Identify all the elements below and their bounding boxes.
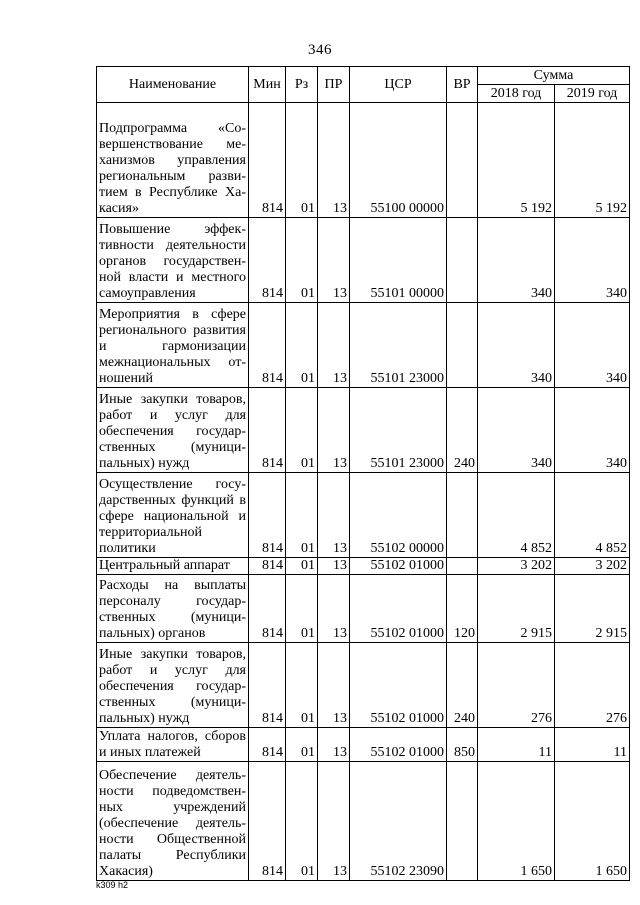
- header-year-2019: 2019 год: [555, 85, 630, 103]
- row-rz: 01: [286, 558, 318, 575]
- row-vr: [447, 558, 478, 575]
- row-pr: 13: [318, 473, 350, 558]
- row-min: 814: [249, 762, 286, 881]
- row-sum-2019: 11: [555, 728, 630, 762]
- row-csr: 55102 01000: [350, 575, 447, 643]
- row-vr: 850: [447, 728, 478, 762]
- header-rz: Рз: [286, 67, 318, 103]
- header-vr: ВР: [447, 67, 478, 103]
- row-sum-2018: 11: [478, 728, 555, 762]
- row-pr: 13: [318, 303, 350, 388]
- row-name: Расходы на выплаты персоналу государственных (муниципальных) органов: [97, 575, 249, 643]
- row-sum-2018: 340: [478, 388, 555, 473]
- row-sum-2018: 4 852: [478, 473, 555, 558]
- row-sum-2019: 340: [555, 388, 630, 473]
- row-csr: 55102 01000: [350, 643, 447, 728]
- row-sum-2019: 1 650: [555, 762, 630, 881]
- row-rz: 01: [286, 303, 318, 388]
- row-pr: 13: [318, 728, 350, 762]
- row-pr: 13: [318, 218, 350, 303]
- row-name: Иные закупки товаров, работ и услуг для обеспечения государственных (муниципальных) нужд: [97, 643, 249, 728]
- row-sum-2019: 276: [555, 643, 630, 728]
- row-vr: 120: [447, 575, 478, 643]
- row-name: Обеспечение деятельности подведомственных учреждений (обеспечение деятельности Общественной палаты Республики Хакасия): [97, 762, 249, 881]
- row-min: 814: [249, 103, 286, 218]
- row-rz: 01: [286, 473, 318, 558]
- row-vr: 240: [447, 388, 478, 473]
- row-vr: [447, 473, 478, 558]
- row-sum-2019: 3 202: [555, 558, 630, 575]
- row-sum-2019: 2 915: [555, 575, 630, 643]
- row-csr: 55100 00000: [350, 103, 447, 218]
- row-sum-2019: 340: [555, 218, 630, 303]
- row-pr: 13: [318, 643, 350, 728]
- row-min: 814: [249, 643, 286, 728]
- row-pr: 13: [318, 558, 350, 575]
- row-rz: 01: [286, 103, 318, 218]
- table-row: [97, 728, 630, 762]
- header-name: Наименование: [97, 67, 249, 103]
- row-sum-2018: 340: [478, 218, 555, 303]
- row-min: 814: [249, 218, 286, 303]
- header-year-2018: 2018 год: [478, 85, 555, 103]
- row-name: Уплата налогов, сборов и иных платежей: [97, 728, 249, 762]
- header-csr: ЦСР: [350, 67, 447, 103]
- header-min: Мин: [249, 67, 286, 103]
- row-csr: 55102 00000: [350, 473, 447, 558]
- row-name: Центральный аппарат: [97, 558, 249, 575]
- row-rz: 01: [286, 218, 318, 303]
- row-rz: 01: [286, 388, 318, 473]
- row-name: Повышение эффективности деятельности органов государственной власти и местного самоуправления: [97, 218, 249, 303]
- table-row: [97, 388, 630, 473]
- table-row: [97, 643, 630, 728]
- page-number: 346: [308, 42, 332, 58]
- row-sum-2019: 5 192: [555, 103, 630, 218]
- row-rz: 01: [286, 575, 318, 643]
- row-rz: 01: [286, 643, 318, 728]
- row-pr: 13: [318, 103, 350, 218]
- row-rz: 01: [286, 762, 318, 881]
- row-name: Осуществление государственных функций в сфере национальной и территориальной политики: [97, 473, 249, 558]
- row-vr: [447, 103, 478, 218]
- row-sum-2019: 340: [555, 303, 630, 388]
- row-min: 814: [249, 575, 286, 643]
- header-sum: Сумма: [478, 67, 630, 85]
- row-sum-2018: 340: [478, 303, 555, 388]
- row-pr: 13: [318, 575, 350, 643]
- row-csr: 55102 23090: [350, 762, 447, 881]
- row-vr: [447, 762, 478, 881]
- row-vr: 240: [447, 643, 478, 728]
- row-csr: 55101 23000: [350, 388, 447, 473]
- row-name: Мероприятия в сфере регионального развития и гармонизации межнациональных отношений: [97, 303, 249, 388]
- row-min: 814: [249, 303, 286, 388]
- row-csr: 55101 00000: [350, 218, 447, 303]
- row-sum-2018: 5 192: [478, 103, 555, 218]
- row-pr: 13: [318, 388, 350, 473]
- row-sum-2018: 276: [478, 643, 555, 728]
- row-name: Подпрограмма «Совершенствование механизмов управления региональным развитием в Республике Хакасия»: [97, 103, 249, 218]
- footer-code: k309 h2: [96, 880, 129, 890]
- table-row: [97, 218, 630, 303]
- row-csr: 55101 23000: [350, 303, 447, 388]
- row-sum-2019: 4 852: [555, 473, 630, 558]
- table-row: [97, 473, 630, 558]
- row-name: Иные закупки товаров, работ и услуг для обеспечения государственных (муниципальных) нужд: [97, 388, 249, 473]
- row-vr: [447, 218, 478, 303]
- row-csr: 55102 01000: [350, 558, 447, 575]
- row-min: 814: [249, 473, 286, 558]
- row-rz: 01: [286, 728, 318, 762]
- row-sum-2018: 3 202: [478, 558, 555, 575]
- budget-table: [96, 66, 630, 881]
- table-row: [97, 103, 630, 218]
- table-row: [97, 558, 630, 575]
- row-vr: [447, 303, 478, 388]
- row-sum-2018: 1 650: [478, 762, 555, 881]
- table-body: [97, 103, 630, 881]
- header-pr: ПР: [318, 67, 350, 103]
- table-row: [97, 575, 630, 643]
- row-pr: 13: [318, 762, 350, 881]
- table-row: [97, 303, 630, 388]
- row-min: 814: [249, 728, 286, 762]
- row-sum-2018: 2 915: [478, 575, 555, 643]
- row-min: 814: [249, 558, 286, 575]
- row-min: 814: [249, 388, 286, 473]
- table-row: [97, 762, 630, 881]
- row-csr: 55102 01000: [350, 728, 447, 762]
